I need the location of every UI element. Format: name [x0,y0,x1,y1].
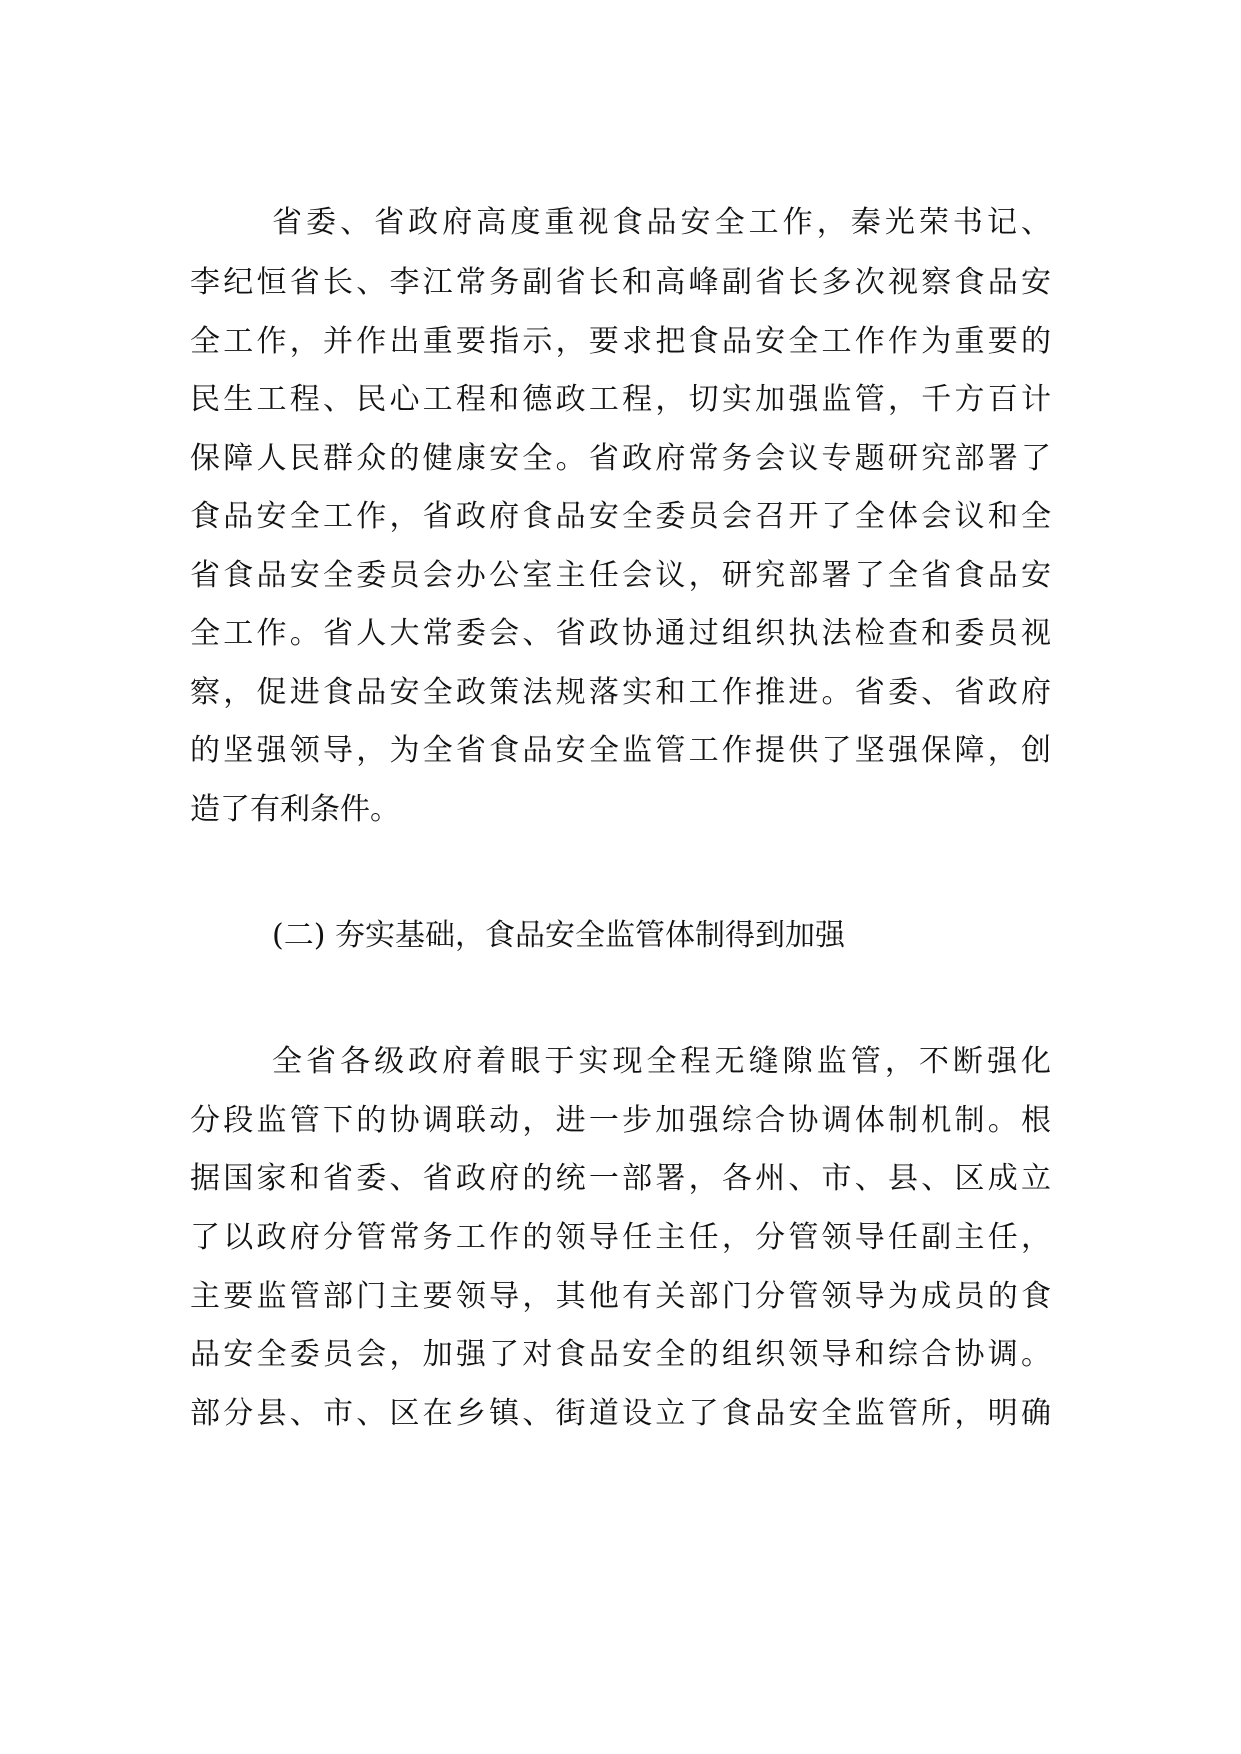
text-line: 省食品安全委员会办公室主任会议，研究部署了全省食品安 [190,558,1051,593]
section-heading: (二) 夯实基础，食品安全监管体制得到加强 [272,918,845,953]
text-line: 造了有利条件。 [190,792,400,827]
text-line: 主要监管部门主要领导，其他有关部门分管领导为成员的食 [190,1279,1051,1314]
text-line: 分段监管下的协调联动，进一步加强综合协调体制机制。根 [190,1103,1051,1138]
text-line: 了以政府分管常务工作的领导任主任，分管领导任副主任， [190,1220,1051,1255]
text-line: 全工作。省人大常委会、省政协通过组织执法检查和委员视 [190,616,1051,651]
text-line: 据国家和省委、省政府的统一部署，各州、市、县、区成立 [190,1161,1051,1196]
text-line: 的坚强领导，为全省食品安全监管工作提供了坚强保障，创 [190,733,1051,768]
text-line: 李纪恒省长、李江常务副省长和高峰副省长多次视察食品安 [190,265,1051,300]
text-line: 民生工程、民心工程和德政工程，切实加强监管，千方百计 [190,382,1051,417]
text-line: 省委、省政府高度重视食品安全工作，秦光荣书记、 [272,205,1051,240]
text-line: 全省各级政府着眼于实现全程无缝隙监管，不断强化 [272,1044,1051,1079]
text-line: 全工作，并作出重要指示，要求把食品安全工作作为重要的 [190,324,1051,359]
text-line: 食品安全工作，省政府食品安全委员会召开了全体会议和全 [190,499,1051,534]
text-line: 保障人民群众的健康安全。省政府常务会议专题研究部署了 [190,441,1051,476]
text-line: 察，促进食品安全政策法规落实和工作推进。省委、省政府 [190,675,1051,710]
text-line: 品安全委员会，加强了对食品安全的组织领导和综合协调。 [190,1337,1051,1372]
text-line: 部分县、市、区在乡镇、街道设立了食品安全监管所，明确 [190,1396,1051,1431]
